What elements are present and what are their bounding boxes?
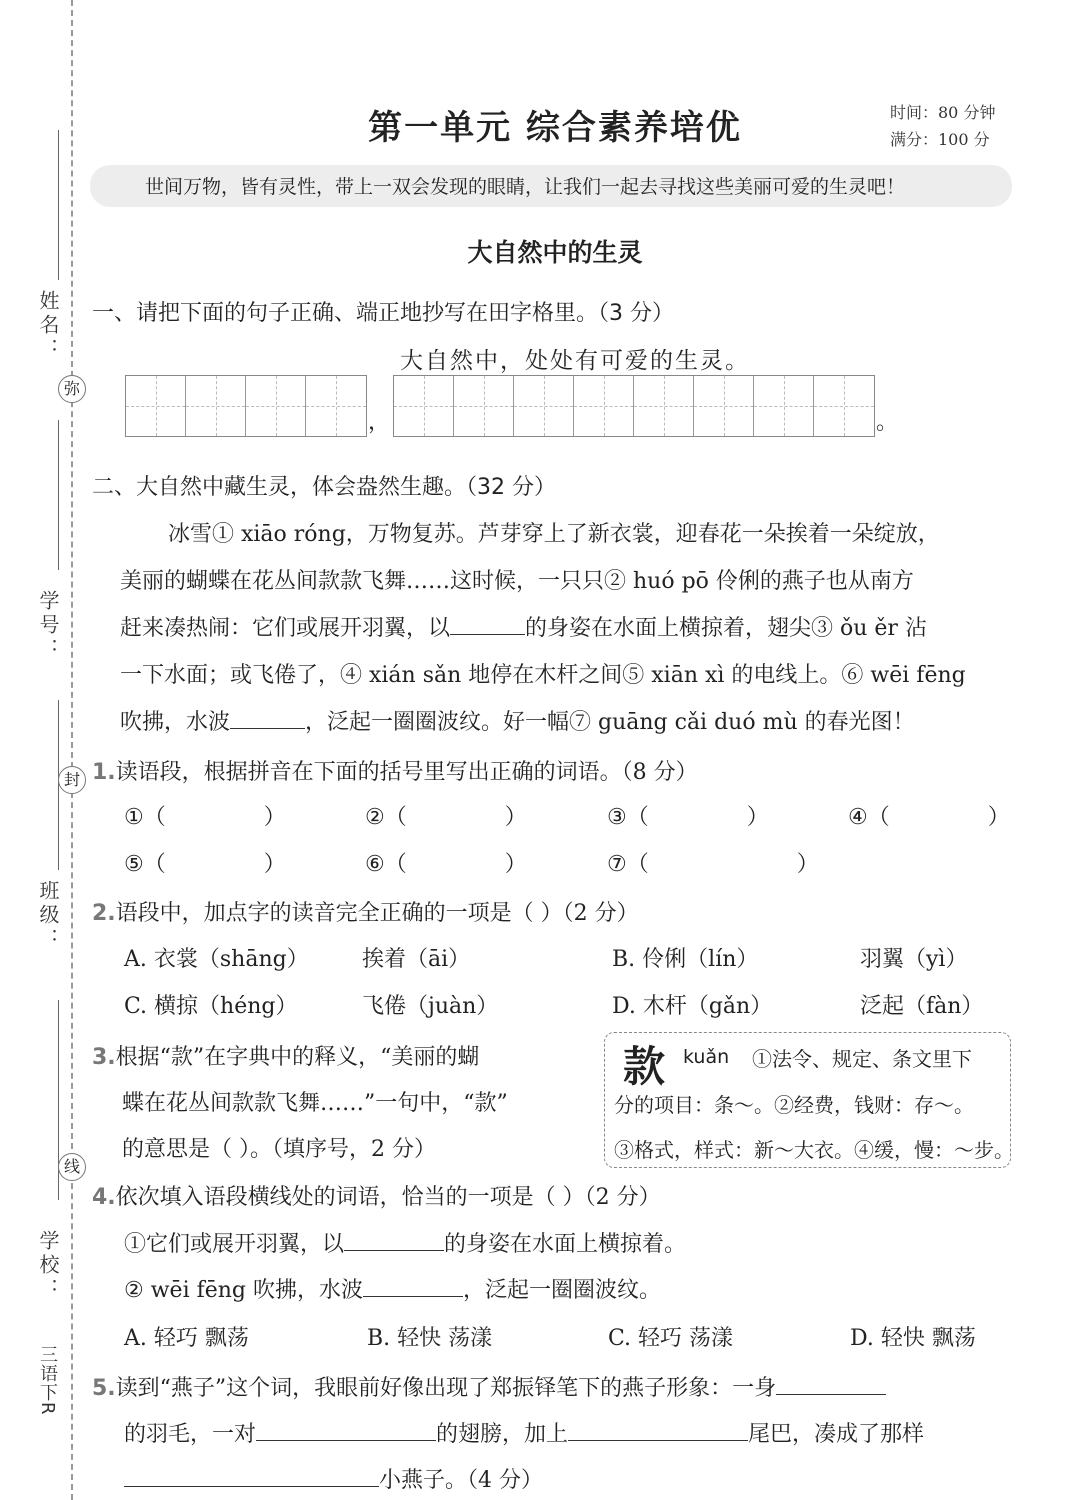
q3-line-2: 蝶在花丛间款款飞舞……”一句中，“款” bbox=[122, 1091, 508, 1116]
time-limit: 时间：80 分钟 bbox=[890, 103, 996, 122]
passage-line-5: 吹拂，水波 ，泛起一圈圈波纹。好一幅⑦ guāng cǎi duó mù 的春光图！ bbox=[120, 705, 915, 736]
q2-option-d1[interactable]: D. 木杆（gǎn） bbox=[612, 994, 773, 1019]
page-title: 第一单元 综合素养培优 bbox=[368, 108, 742, 148]
q2-option-b1[interactable]: B. 伶俐（lín） bbox=[612, 947, 759, 972]
q3-line-3: 的意思是（ ）。（填序号，2 分） bbox=[122, 1137, 436, 1162]
q1-blank-6[interactable]: ⑥（ ） bbox=[365, 852, 527, 877]
tianzige-grid-1[interactable] bbox=[125, 375, 367, 437]
q1-blank-5[interactable]: ⑤（ ） bbox=[124, 852, 286, 877]
q2-option-a2: 挨着（āi） bbox=[362, 947, 471, 972]
id-write-line bbox=[58, 420, 59, 570]
passage-blank-2[interactable] bbox=[230, 706, 305, 729]
reading-title: 大自然中的生灵 bbox=[467, 238, 643, 267]
q5-line-3: 小燕子。（4 分） bbox=[124, 1463, 543, 1494]
grid-comma: ， bbox=[368, 410, 391, 435]
q5-blank-2[interactable] bbox=[256, 1418, 436, 1441]
section2-heading: 二、大自然中藏生灵，体会盎然生趣。（32 分） bbox=[92, 475, 556, 500]
q4-option-b[interactable]: B. 轻快 荡漾 bbox=[367, 1326, 493, 1351]
q5-blank-1[interactable] bbox=[776, 1372, 886, 1395]
passage-line-1: 冰雪① xiāo róng，万物复苏。芦芽穿上了新衣裳，迎春花一朵挨着一朵绽放， bbox=[168, 522, 940, 547]
q4-option-c[interactable]: C. 轻巧 荡漾 bbox=[608, 1326, 734, 1351]
q2: 2.语段中，加点字的读音完全正确的一项是（ ）（2 分） bbox=[92, 901, 639, 926]
seal-feng: 封 bbox=[58, 766, 86, 794]
q4-line-1: ①它们或展开羽翼，以 的身姿在水面上横掠着。 bbox=[124, 1227, 686, 1258]
q3-line-1: 3.根据“款”在字典中的释义，“美丽的蝴 bbox=[92, 1045, 480, 1070]
q4-option-d[interactable]: D. 轻快 飘荡 bbox=[850, 1326, 976, 1351]
q1-blank-4[interactable]: ④（ ） bbox=[848, 805, 1010, 830]
q2-option-d2: 泛起（fàn） bbox=[860, 994, 984, 1019]
grid-period: 。 bbox=[876, 410, 899, 435]
dict-line-3: ③格式，样式：新～大衣。④缓，慢：～步。 bbox=[614, 1138, 1014, 1162]
q1-blank-2[interactable]: ②（ ） bbox=[365, 805, 527, 830]
passage-line-3: 赶来凑热闹：它们或展开羽翼，以 的身姿在水面上横掠着，翅尖③ ǒu ěr 沾 bbox=[120, 611, 927, 642]
q2-option-c2: 飞倦（juàn） bbox=[362, 994, 499, 1019]
passage-line-4: 一下水面；或飞倦了，④ xián sǎn 地停在木杆之间⑤ xiān xì 的电线上。⑥ wēi fēng bbox=[120, 663, 966, 688]
intro-text: 世间万物，皆有灵性，带上一双会发现的眼睛，让我们一起去寻找这些美丽可爱的生灵吧！ bbox=[145, 176, 906, 198]
dict-line-1: ①法令、规定、条文里下 bbox=[752, 1047, 972, 1071]
q5-blank-3[interactable] bbox=[568, 1418, 748, 1441]
class-label: 班级： bbox=[36, 880, 60, 952]
name-label: 姓名： bbox=[36, 290, 60, 362]
seal-mi: 弥 bbox=[58, 375, 86, 403]
id-label: 学号： bbox=[36, 590, 60, 662]
dict-headword: 款 bbox=[623, 1042, 666, 1091]
copy-sentence: 大自然中，处处有可爱的生灵。 bbox=[400, 348, 750, 374]
dict-pinyin: kuǎn bbox=[683, 1046, 730, 1068]
dict-line-2: 分的项目：条～。②经费，钱财：存～。 bbox=[614, 1093, 974, 1117]
cut-line bbox=[71, 0, 73, 1500]
q5-blank-4[interactable] bbox=[124, 1464, 379, 1487]
q4-option-a[interactable]: A. 轻巧 飘荡 bbox=[124, 1326, 249, 1351]
q1: 1.读语段，根据拼音在下面的括号里写出正确的词语。（8 分） bbox=[92, 760, 698, 785]
q1-blank-7[interactable]: ⑦（ ） bbox=[607, 852, 819, 877]
q2-option-c1[interactable]: C. 横掠（héng） bbox=[124, 994, 298, 1019]
section1-heading: 一、请把下面的句子正确、端正地抄写在田字格里。（3 分） bbox=[92, 301, 674, 326]
q1-blank-3[interactable]: ③（ ） bbox=[607, 805, 769, 830]
q5-line-2: 的羽毛，一对 的翅膀，加上 尾巴，凑成了那样 bbox=[124, 1417, 924, 1448]
full-score: 满分：100 分 bbox=[890, 130, 990, 149]
q4-blank-2[interactable] bbox=[363, 1274, 463, 1297]
q4-line-2: ② wēi fēng 吹拂，水波 ，泛起一圈圈波纹。 bbox=[124, 1273, 661, 1304]
seal-xian: 线 bbox=[58, 1153, 86, 1181]
q1-blank-1[interactable]: ①（ ） bbox=[124, 805, 286, 830]
passage-line-2: 美丽的蝴蝶在花丛间款款飞舞……这时候，一只只② huó pō 伶俐的燕子也从南方 bbox=[120, 569, 914, 594]
q2-option-a1[interactable]: A. 衣裳（shāng） bbox=[124, 947, 309, 972]
q4-blank-1[interactable] bbox=[344, 1228, 444, 1251]
q4: 4.依次填入语段横线处的词语，恰当的一项是（ ）（2 分） bbox=[92, 1185, 661, 1210]
passage-blank-1[interactable] bbox=[450, 612, 525, 635]
q2-option-b2: 羽翼（yì） bbox=[860, 947, 968, 972]
tianzige-grid-2[interactable] bbox=[393, 375, 875, 437]
q5: 5.读到“燕子”这个词，我眼前好像出现了郑振铎笔下的燕子形象：一身 bbox=[92, 1371, 886, 1402]
school-label: 学校： bbox=[36, 1230, 60, 1302]
book-code: 三语下R bbox=[37, 1345, 58, 1416]
